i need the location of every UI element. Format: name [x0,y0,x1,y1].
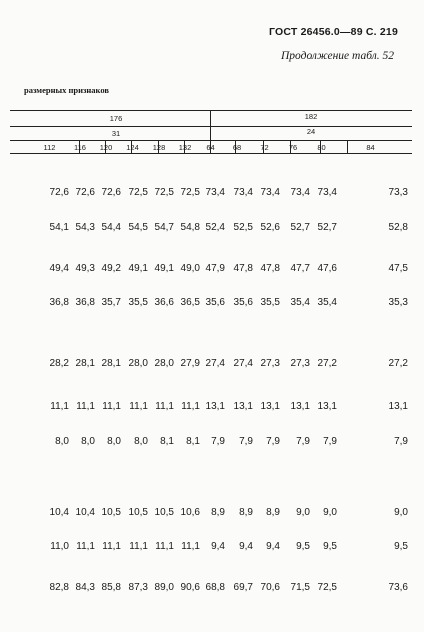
table-cell: 73,4 [233,187,253,198]
table-cell: 47,8 [260,263,280,274]
table-cell: 68,8 [205,582,225,593]
table-cell: 28,0 [128,358,148,369]
table-cell: 49,0 [180,263,200,274]
table-cell: 72,5 [128,187,148,198]
table-cell: 9,4 [266,541,280,552]
document-header: ГОСТ 26456.0—89 С. 219 [268,26,398,38]
table-top-rule [10,110,412,111]
table-cell: 9,4 [211,541,225,552]
table-cell: 7,9 [239,436,253,447]
column-header: 120 [99,143,113,152]
table-cell: 84,3 [75,582,95,593]
table-cell: 72,6 [101,187,121,198]
table-cell: 11,1 [155,541,174,552]
table-cell: 49,1 [128,263,148,274]
table-cell: 82,8 [49,582,69,593]
table-cell: 9,5 [296,541,310,552]
table-cell: 8,1 [186,436,200,447]
table-cell: 10,6 [180,507,200,518]
table-cell: 10,4 [49,507,69,518]
table-cell: 8,9 [211,507,225,518]
table-cell: 27,4 [233,358,253,369]
table-cell: 35,7 [101,297,121,308]
table-cell: 49,2 [101,263,121,274]
table-cell: 7,9 [323,436,337,447]
table-cell: 9,0 [394,507,408,518]
table-cell: 11,1 [76,401,95,412]
column-header: 124 [126,143,139,152]
table-cell: 27,3 [290,358,310,369]
table-cell: 9,0 [296,507,310,518]
table-cell: 47,6 [317,263,337,274]
table-cell: 10,5 [101,507,121,518]
subgroup-header-24: 24 [306,127,316,136]
table-cell: 47,8 [233,263,253,274]
table-cell: 70,6 [260,582,280,593]
table-cell: 47,5 [388,263,408,274]
table-cell: 13,1 [290,401,310,412]
table-cell: 49,3 [75,263,95,274]
table-cell: 28,2 [49,358,69,369]
table-cell: 11,0 [50,541,69,552]
table-cell: 11,1 [181,401,200,412]
table-cell: 9,5 [394,541,408,552]
table-cell: 13,1 [233,401,253,412]
table-cell: 9,0 [323,507,337,518]
table-cell: 11,1 [129,541,148,552]
table-cell: 72,5 [317,582,337,593]
table-cell: 47,9 [205,263,225,274]
table-cell: 11,1 [129,401,148,412]
table-cell: 54,8 [180,222,200,233]
column-header: 72 [260,143,269,152]
subgroup-header-31: 31 [111,129,121,138]
table-cell: 47,7 [290,263,310,274]
table-cell: 7,9 [211,436,225,447]
table-cell: 73,6 [388,582,408,593]
table-cell: 36,8 [49,297,69,308]
table-cell: 28,0 [154,358,174,369]
table-cell: 27,2 [388,358,408,369]
table-cell: 36,5 [180,297,200,308]
table-cell: 69,7 [233,582,253,593]
column-separator [347,140,348,153]
table-cell: 35,3 [388,297,408,308]
table-cell: 8,9 [266,507,280,518]
table-cell: 52,6 [260,222,280,233]
table-cell: 27,3 [260,358,280,369]
table-cell: 9,4 [239,541,253,552]
table-cell: 52,4 [205,222,225,233]
table-cell: 54,4 [101,222,121,233]
table-continuation-label: Продолжение табл. 52 [281,50,394,62]
table-cell: 11,1 [76,541,95,552]
table-cell: 8,0 [134,436,148,447]
table-cell: 52,7 [317,222,337,233]
table-cell: 35,5 [128,297,148,308]
table-cell: 71,5 [290,582,310,593]
table-cell: 13,1 [205,401,225,412]
table-cell: 27,2 [317,358,337,369]
table-cell: 72,5 [154,187,174,198]
table-cell: 49,4 [49,263,69,274]
table-cell: 8,0 [55,436,69,447]
column-header: 132 [178,143,192,152]
table-cell: 73,4 [290,187,310,198]
table-cell: 72,6 [49,187,69,198]
table-cell: 52,8 [388,222,408,233]
table-cell: 8,9 [239,507,253,518]
column-header: 116 [74,143,86,152]
table-cell: 11,1 [102,541,121,552]
table-cell: 54,1 [49,222,69,233]
table-cell: 35,6 [205,297,225,308]
column-header: 80 [317,143,326,152]
table-cell: 36,6 [154,297,174,308]
table-header-bottom-rule [10,153,412,154]
column-header: 112 [43,143,56,152]
table-cell: 13,1 [317,401,337,412]
table-cell: 7,9 [266,436,280,447]
table-cell: 13,1 [260,401,280,412]
table-cell: 10,5 [128,507,148,518]
table-cell: 73,4 [260,187,280,198]
table-cell: 35,6 [233,297,253,308]
table-cell: 28,1 [75,358,95,369]
column-header: 64 [206,143,215,152]
table-cell: 35,4 [317,297,337,308]
table-cell: 11,1 [50,401,69,412]
column-header: 76 [288,143,298,152]
table-cell: 27,9 [180,358,200,369]
table-cell: 54,7 [154,222,174,233]
table-cell: 73,3 [388,187,408,198]
table-cell: 8,0 [107,436,121,447]
table-cell: 87,3 [128,582,148,593]
table-cell: 73,4 [317,187,337,198]
table-cell: 10,4 [75,507,95,518]
table-cell: 35,5 [260,297,280,308]
table-cell: 35,4 [290,297,310,308]
table-cell: 72,5 [180,187,200,198]
table-cell: 73,4 [205,187,225,198]
table-cell: 11,1 [102,401,121,412]
column-header: 128 [152,143,166,152]
table-cell: 8,1 [160,436,174,447]
group-header-182: 182 [304,112,318,121]
column-header: 84 [366,143,375,152]
group-header-176: 176 [109,114,123,123]
table-cell: 28,1 [101,358,121,369]
table-cell: 8,0 [81,436,95,447]
table-cell: 52,5 [233,222,253,233]
table-cell: 89,0 [154,582,174,593]
table-cell: 10,5 [154,507,174,518]
table-cell: 90,6 [180,582,200,593]
table-cell: 7,9 [394,436,408,447]
table-cell: 11,1 [181,541,200,552]
table-cell: 49,1 [154,263,174,274]
table-cell: 72,6 [75,187,95,198]
table-cell: 13,1 [388,401,408,412]
table-cell: 54,5 [128,222,148,233]
table-cell: 27,4 [205,358,225,369]
table-cell: 7,9 [296,436,310,447]
table-cell: 9,5 [323,541,337,552]
table-cell: 54,3 [75,222,95,233]
table-rule [10,140,412,141]
table-caption: размерных признаков [24,85,109,95]
table-cell: 36,8 [75,297,95,308]
column-header: 68 [232,143,242,152]
table-cell: 52,7 [290,222,310,233]
table-cell: 85,8 [101,582,121,593]
table-cell: 11,1 [155,401,174,412]
